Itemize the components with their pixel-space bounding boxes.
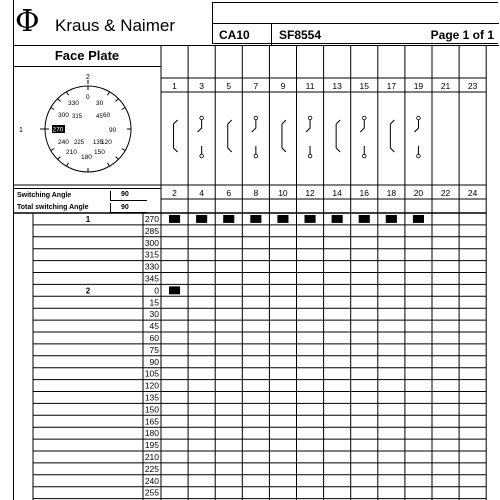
contact-symbol — [228, 120, 232, 152]
terminal-top-label: 11 — [305, 81, 315, 91]
terminal-top-label: 23 — [467, 81, 478, 91]
position-angle: 15 — [149, 297, 159, 308]
position-angle: 165 — [144, 416, 159, 427]
position-angle: 120 — [144, 380, 159, 391]
terminal-top-label: 15 — [359, 81, 369, 91]
contact-symbol — [252, 120, 256, 154]
terminal-bottom-label: 16 — [359, 188, 369, 198]
contact-symbol — [282, 120, 286, 152]
terminal-bottom-label: 24 — [467, 188, 478, 198]
dial-label-30: 30 — [96, 100, 104, 107]
contact-terminal — [308, 154, 312, 158]
terminal-top-label: 17 — [386, 81, 397, 91]
dial-label-90: 90 — [109, 127, 117, 134]
contact-closed-mark — [413, 215, 424, 223]
dial-label-60: 60 — [103, 112, 111, 119]
contact-terminal — [362, 116, 366, 120]
total-switching-angle-value: 90 — [121, 204, 129, 211]
position-label: 1 — [85, 215, 91, 224]
contact-symbol — [360, 120, 364, 154]
position-angle: 195 — [144, 440, 159, 451]
dial-label-210: 210 — [66, 149, 77, 156]
terminal-top-label: 19 — [413, 81, 424, 91]
contact-terminal — [417, 116, 421, 120]
position-angle: 180 — [144, 428, 159, 439]
dial-label-position-2: 2 — [86, 74, 90, 81]
terminal-top-label: 9 — [280, 81, 286, 91]
page-cell: Page 1 of 1 — [430, 28, 494, 42]
position-angle: 300 — [144, 237, 159, 248]
dial-label-330: 330 — [68, 100, 79, 107]
dial-label-120: 120 — [101, 139, 112, 146]
position-angle: 210 — [144, 452, 159, 462]
contact-symbol — [306, 120, 310, 154]
position-angle: 30 — [149, 309, 159, 320]
phi-logo-icon: Φ — [15, 4, 40, 39]
series-cell: CA10 — [219, 28, 250, 42]
position-angle: 75 — [149, 344, 159, 355]
position-angle: 150 — [144, 404, 159, 415]
contact-terminal — [254, 116, 258, 120]
terminal-top-label: 1 — [172, 81, 177, 91]
contact-closed-mark — [359, 215, 370, 223]
position-angle: 90 — [149, 356, 159, 367]
face-plate-title: Face Plate — [54, 48, 120, 63]
position-angle: 345 — [144, 273, 159, 284]
dial-label-150: 150 — [94, 149, 105, 156]
position-angle: 0 — [154, 285, 159, 296]
code-cell: SF8554 — [279, 28, 322, 42]
position-angle: 225 — [144, 463, 159, 474]
contact-closed-mark — [169, 215, 180, 223]
contact-symbol — [174, 120, 178, 152]
contact-terminal — [308, 116, 312, 120]
dial-label-225: 225 — [74, 140, 85, 146]
position-angle: 60 — [149, 333, 159, 343]
position-angle: 135 — [144, 392, 159, 403]
contact-terminal — [200, 116, 204, 120]
contact-terminal — [362, 154, 366, 158]
dial-label-315: 315 — [72, 114, 83, 120]
contact-symbol — [414, 120, 418, 154]
position-angle: 105 — [144, 368, 159, 379]
dial-label-45: 45 — [96, 114, 103, 120]
terminal-bottom-label: 14 — [332, 188, 342, 198]
dial-label-300: 300 — [58, 112, 69, 119]
position-angle: 330 — [144, 261, 159, 272]
contact-terminal — [200, 154, 204, 158]
dial-label-270: 270 — [52, 126, 64, 134]
position-angle: 270 — [144, 214, 159, 224]
position-angle: 255 — [144, 487, 159, 498]
terminal-bottom-label: 20 — [413, 188, 424, 198]
contact-symbol — [390, 120, 394, 152]
contact-closed-mark — [223, 215, 234, 223]
dial-label-position-1: 1 — [19, 127, 23, 134]
contact-symbol — [336, 120, 340, 152]
contact-closed-mark — [277, 215, 288, 223]
position-label: 2 — [85, 286, 91, 296]
switching-angle-value: 90 — [121, 191, 129, 198]
dial-label-0: 0 — [86, 94, 90, 101]
position-angle: 315 — [144, 249, 159, 260]
terminal-bottom-label: 12 — [305, 188, 315, 198]
terminal-bottom-label: 4 — [199, 188, 205, 198]
total-switching-angle-label: Total switching Angle — [17, 204, 89, 211]
switching-angle-label: Switching Angle — [17, 192, 72, 199]
terminal-top-label: 13 — [332, 81, 342, 91]
contact-closed-mark — [386, 215, 397, 223]
terminal-bottom-label: 8 — [253, 188, 259, 198]
contact-terminal — [254, 154, 258, 158]
terminal-top-label: 7 — [253, 81, 259, 91]
contact-closed-mark — [305, 215, 316, 223]
terminal-bottom-label: 2 — [172, 188, 177, 198]
brand-name: Kraus & Naimer — [55, 16, 175, 35]
contact-closed-mark — [196, 215, 207, 223]
terminal-bottom-label: 18 — [386, 188, 397, 198]
position-angle: 45 — [149, 321, 159, 332]
terminal-top-label: 5 — [226, 81, 232, 91]
dial-label-180: 180 — [81, 154, 92, 161]
position-angle: 240 — [144, 475, 159, 486]
terminal-bottom-label: 6 — [226, 188, 232, 198]
contact-closed-mark — [332, 215, 343, 223]
terminal-top-label: 3 — [199, 81, 205, 91]
terminal-top-label: 21 — [440, 81, 451, 91]
contact-symbol — [198, 120, 202, 154]
terminal-bottom-label: 22 — [440, 188, 451, 198]
contact-terminal — [417, 154, 421, 158]
dial-label-135: 135 — [93, 140, 104, 146]
terminal-bottom-label: 10 — [278, 188, 288, 198]
contact-closed-mark — [169, 286, 180, 294]
dial-label-240: 240 — [58, 139, 69, 146]
position-angle: 285 — [144, 225, 159, 236]
contact-closed-mark — [250, 215, 261, 223]
